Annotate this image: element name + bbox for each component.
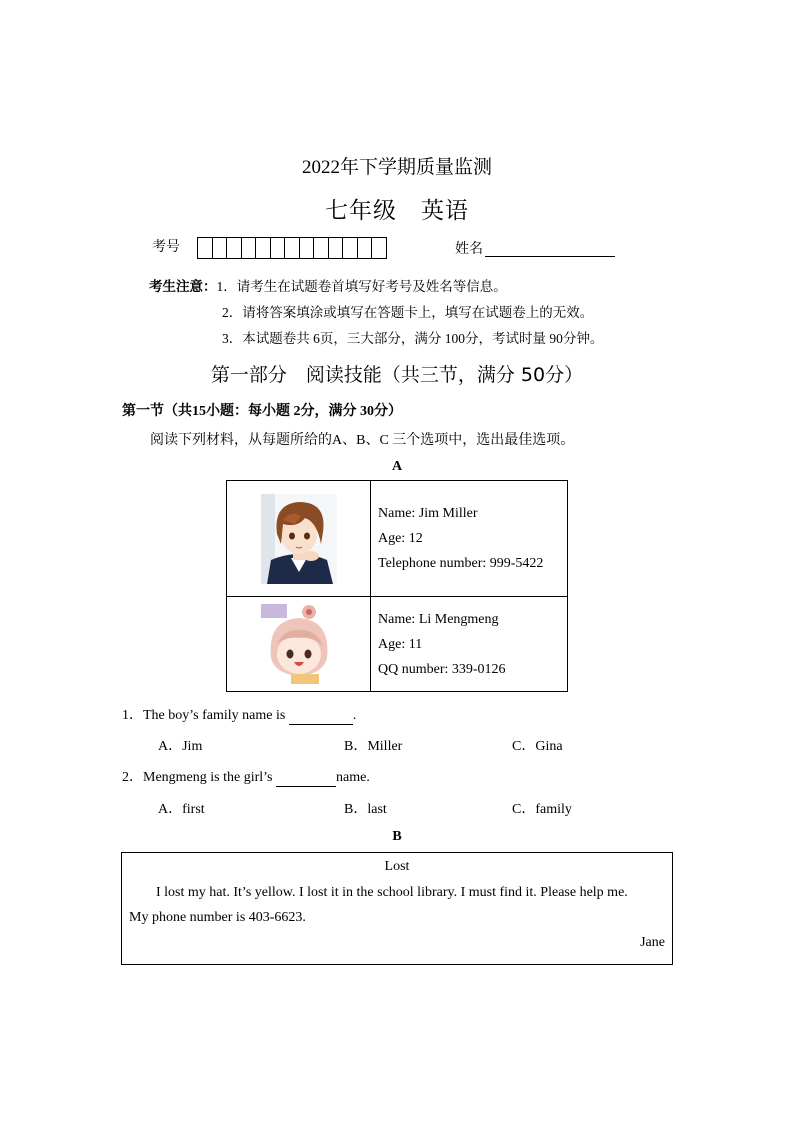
exam-number-box[interactable] xyxy=(256,238,271,258)
exam-number-box[interactable] xyxy=(198,238,213,258)
exam-number-box[interactable] xyxy=(314,238,329,258)
person-name: Name: Jim Miller xyxy=(378,506,478,521)
person-contact: QQ number: 339-0126 xyxy=(378,661,506,677)
exam-subtitle: 七年级 英语 xyxy=(325,198,469,223)
info-card-table xyxy=(226,480,568,692)
notice-body-line: My phone number is 403-6623. xyxy=(129,910,306,925)
exam-title: 2022年下学期质量监测 xyxy=(301,157,492,178)
passage-b-letter: B xyxy=(392,829,402,844)
passage-a-letter: A xyxy=(391,459,403,474)
exam-number-box[interactable] xyxy=(329,238,344,258)
info-card-row xyxy=(227,597,568,692)
exam-number-label: 考号 xyxy=(152,240,180,255)
option-c[interactable]: C．Gina xyxy=(512,739,563,754)
notice-item: 3．本试题卷共 6页，三大部分，满分 100分，考试时量 90分钟。 xyxy=(222,331,604,346)
exam-number-box[interactable] xyxy=(242,238,257,258)
option-b[interactable]: B．last xyxy=(344,802,387,817)
notice-signature: Jane xyxy=(640,935,665,950)
exam-number-box[interactable] xyxy=(285,238,300,258)
option-a[interactable]: A．first xyxy=(158,802,205,817)
option-b[interactable]: B．Miller xyxy=(344,739,403,754)
section-title: 第一节（共15小题：每小题 2分，满分 30分） xyxy=(122,404,402,419)
exam-number-box[interactable] xyxy=(213,238,228,258)
person-age: Age: 11 xyxy=(378,636,423,652)
question-2 xyxy=(122,766,370,787)
option-c[interactable]: C．family xyxy=(512,802,572,817)
option-a[interactable]: A．Jim xyxy=(158,739,203,754)
part-title: 第一部分 阅读技能（共三节，满分 50分） xyxy=(210,364,584,386)
notice-line-1 xyxy=(149,275,507,295)
boy-avatar-image xyxy=(261,494,337,584)
person-age: Age: 12 xyxy=(378,531,423,546)
exam-number-box[interactable] xyxy=(343,238,358,258)
instruction-text: 阅读下列材料，从每题所给的A、B、C 三个选项中，选出最佳选项。 xyxy=(150,433,575,448)
answer-blank[interactable] xyxy=(276,770,336,787)
exam-number-box[interactable] xyxy=(372,238,386,258)
exam-number-box[interactable] xyxy=(358,238,373,258)
question-stem: 1．The boy’s family name is xyxy=(122,708,289,723)
exam-number-box[interactable] xyxy=(227,238,242,258)
question-stem-end: name. xyxy=(336,770,370,785)
name-field-line[interactable] xyxy=(485,256,615,257)
question-1 xyxy=(122,704,356,725)
notice-item: 2．请将答案填涂或填写在答题卡上，填写在试题卷上的无效。 xyxy=(222,305,594,320)
answer-blank[interactable] xyxy=(289,708,353,725)
person-name: Name: Li Mengmeng xyxy=(378,611,499,627)
notice-heading: Lost xyxy=(384,859,410,874)
notice-label: 考生注意： xyxy=(149,279,217,294)
info-card-row xyxy=(227,481,568,597)
person-info-cell xyxy=(371,597,568,692)
question-stem-end: . xyxy=(352,708,357,723)
person-info-cell xyxy=(371,481,568,597)
photo-cell xyxy=(227,481,371,597)
photo-cell xyxy=(227,597,371,692)
exam-number-box[interactable] xyxy=(300,238,315,258)
notice-body-line: I lost my hat. It’s yellow. I lost it in the school library. I must find it. Please help me. xyxy=(156,885,628,900)
exam-number-boxes[interactable] xyxy=(197,237,387,259)
question-stem: 2．Mengmeng is the girl’s xyxy=(122,770,276,785)
person-contact: Telephone number: 999-5422 xyxy=(378,556,544,571)
notice-item: 1．请考生在试题卷首填写好考号及姓名等信息。 xyxy=(216,279,507,294)
lost-notice-box xyxy=(121,852,673,965)
exam-number-box[interactable] xyxy=(271,238,286,258)
girl-avatar-image xyxy=(261,604,337,684)
name-label: 姓名 xyxy=(455,242,483,257)
